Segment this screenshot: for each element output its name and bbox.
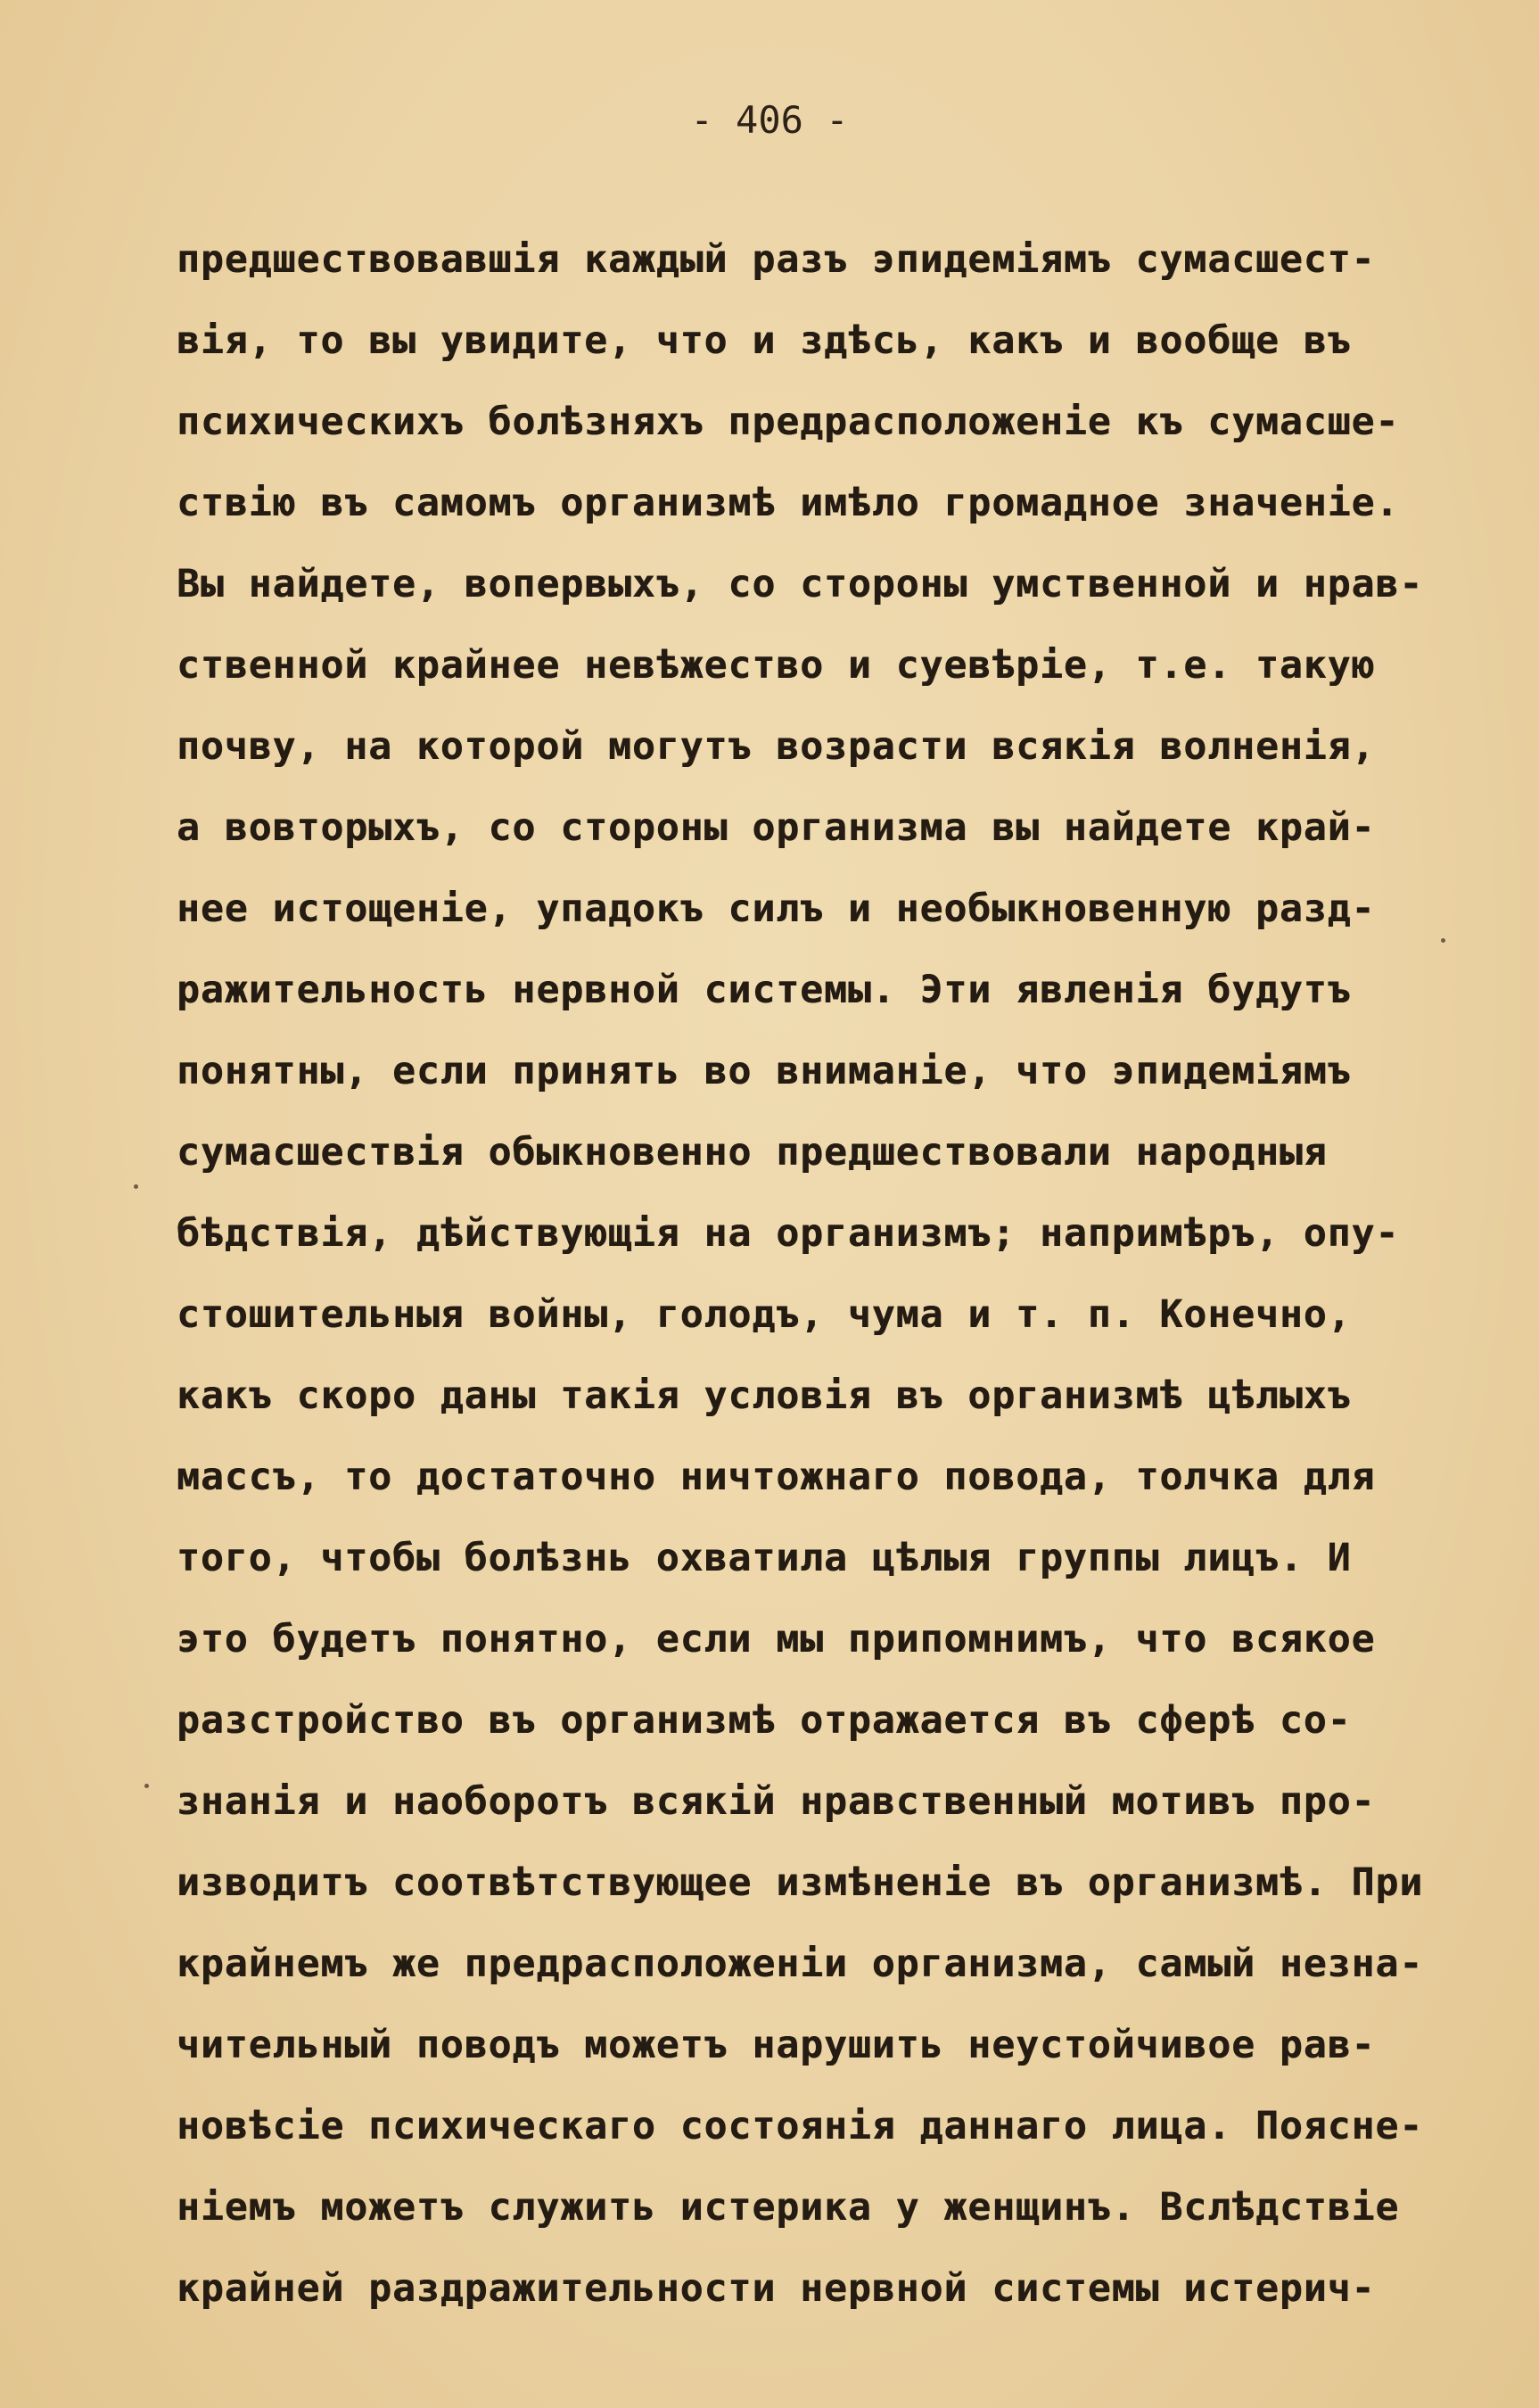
ink-speck <box>1441 938 1445 943</box>
text-line: нее истощеніе, упадокъ силъ и необыкновенную разд- <box>177 887 1376 931</box>
text-line: ствію въ самомъ организмѣ имѣло громадное значеніе. <box>177 481 1400 525</box>
text-line: сумасшествія обыкновенно предшествовали народныя <box>177 1130 1328 1175</box>
text-line: какъ скоро даны такія условія въ организмѣ цѣлыхъ <box>177 1373 1352 1418</box>
text-line: крайнемъ же предрасположеніи организма, самый незна- <box>177 1942 1424 1986</box>
ink-speck <box>134 1184 138 1189</box>
text-line: изводитъ соотвѣтствующее измѣненіе въ организмѣ. При <box>177 1860 1424 1905</box>
text-line: это будетъ понятно, если мы припомнимъ, что всякое <box>177 1617 1376 1662</box>
text-line: психическихъ болѣзняхъ предрасположеніе къ сумасше- <box>177 400 1400 444</box>
text-line: ніемъ можетъ служить истерика у женщинъ. Вслѣдствіе <box>177 2185 1400 2230</box>
text-line: ственной крайнее невѣжество и суевѣріе, т.е. такую <box>177 643 1376 688</box>
text-line: стошительныя войны, голодъ, чума и т. п. Конечно, <box>177 1292 1352 1337</box>
text-line: чительный поводъ можетъ нарушить неустойчивое рав- <box>177 2023 1376 2067</box>
text-line: массъ, то достаточно ничтожнаго повода, толчка для <box>177 1455 1376 1499</box>
text-line: почву, на которой могутъ возрасти всякія волненія, <box>177 724 1376 769</box>
text-line: вія, то вы увидите, что и здѣсь, какъ и вообще въ <box>177 318 1352 363</box>
page-number: - 406 - <box>690 98 849 142</box>
text-line: новѣсіе психическаго состоянія даннаго лица. Поясне- <box>177 2104 1424 2148</box>
text-line: знанія и наоборотъ всякій нравственный мотивъ про- <box>177 1779 1376 1824</box>
text-line: крайней раздражительности нервной системы истерич- <box>177 2266 1376 2311</box>
text-line: разстройство въ организмѣ отражается въ сферѣ со- <box>177 1698 1352 1743</box>
text-line: Вы найдете, вопервыхъ, со стороны умственной и нрав- <box>177 562 1424 606</box>
body-text <box>177 219 1461 2330</box>
text-line: ражительность нервной системы. Эти явленія будутъ <box>177 968 1352 1012</box>
text-line: бѣдствія, дѣйствующія на организмъ; напримѣръ, опу- <box>177 1211 1400 1256</box>
text-line: предшествовавшія каждый разъ эпидеміямъ сумасшест- <box>177 237 1376 282</box>
ink-speck <box>144 1784 149 1788</box>
text-line: понятны, если принять во вниманіе, что эпидеміямъ <box>177 1049 1352 1093</box>
text-line: того, чтобы болѣзнь охватила цѣлыя группы лицъ. И <box>177 1536 1352 1580</box>
text-line: а вовторыхъ, со стороны организма вы найдете край- <box>177 805 1376 850</box>
